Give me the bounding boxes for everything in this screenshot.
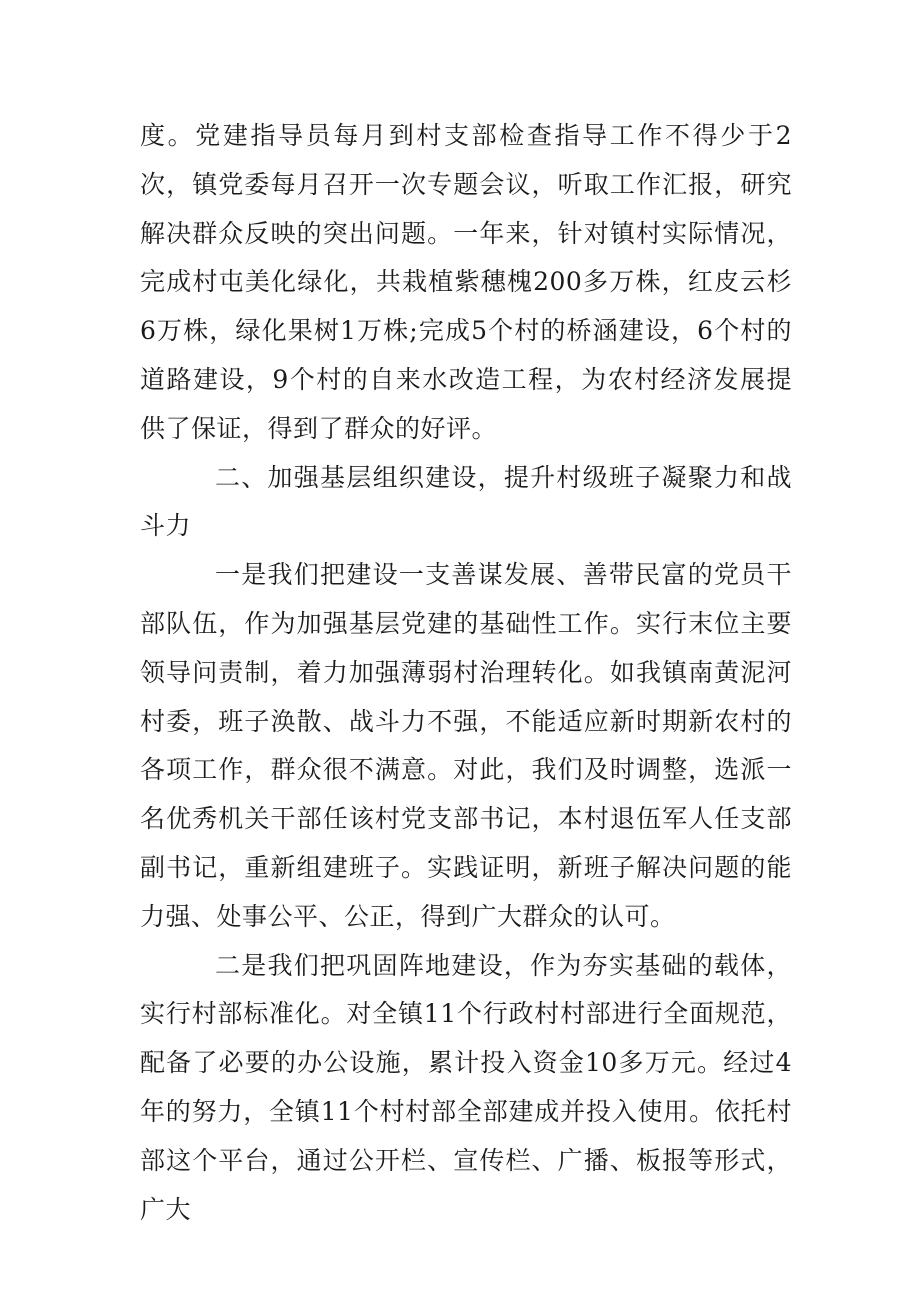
document-body — [140, 112, 792, 1234]
paragraph-continuation: 度。党建指导员每月到村支部检查指导工作不得少于2次，镇党委每月召开一次专题会议，听取工作汇报，研究解决群众反映的突出问题。一年来，针对镇村实际情况，完成村屯美化绿化，共栽植紫穗槐200多万株，红皮云杉6万株，绿化果树1万株;完成5个村的桥涵建设，6个村的道路建设，9个村的自来水改造工程，为农村经济发展提供了保证，得到了群众的好评。 — [140, 121, 792, 443]
section-heading: 二、加强基层组织建设，提升村级班子凝聚力和战斗力 — [140, 462, 792, 541]
paragraph-second-point: 二是我们把巩固阵地建设，作为夯实基础的载体，实行村部标准化。对全镇11个行政村村部进行全面规范，配备了必要的办公设施，累计投入资金10多万元。经过4年的努力，全镇11个村村部全部建成并投入使用。依托村部这个平台，通过公开栏、宣传栏、广播、板报等形式，广大 — [140, 950, 792, 1224]
paragraph-first-point: 一是我们把建设一支善谋发展、善带民富的党员干部队伍，作为加强基层党建的基础性工作。实行末位主要领导问责制，着力加强薄弱村治理转化。如我镇南黄泥河村委，班子涣散、战斗力不强，不能适应新时期新农村的各项工作，群众很不满意。对此，我们及时调整，选派一名优秀机关干部任该村党支部书记，本村退伍军人任支部副书记，重新组建班子。实践证明，新班子解决问题的能力强、处事公平、公正，得到广大群众的认可。 — [140, 560, 792, 931]
